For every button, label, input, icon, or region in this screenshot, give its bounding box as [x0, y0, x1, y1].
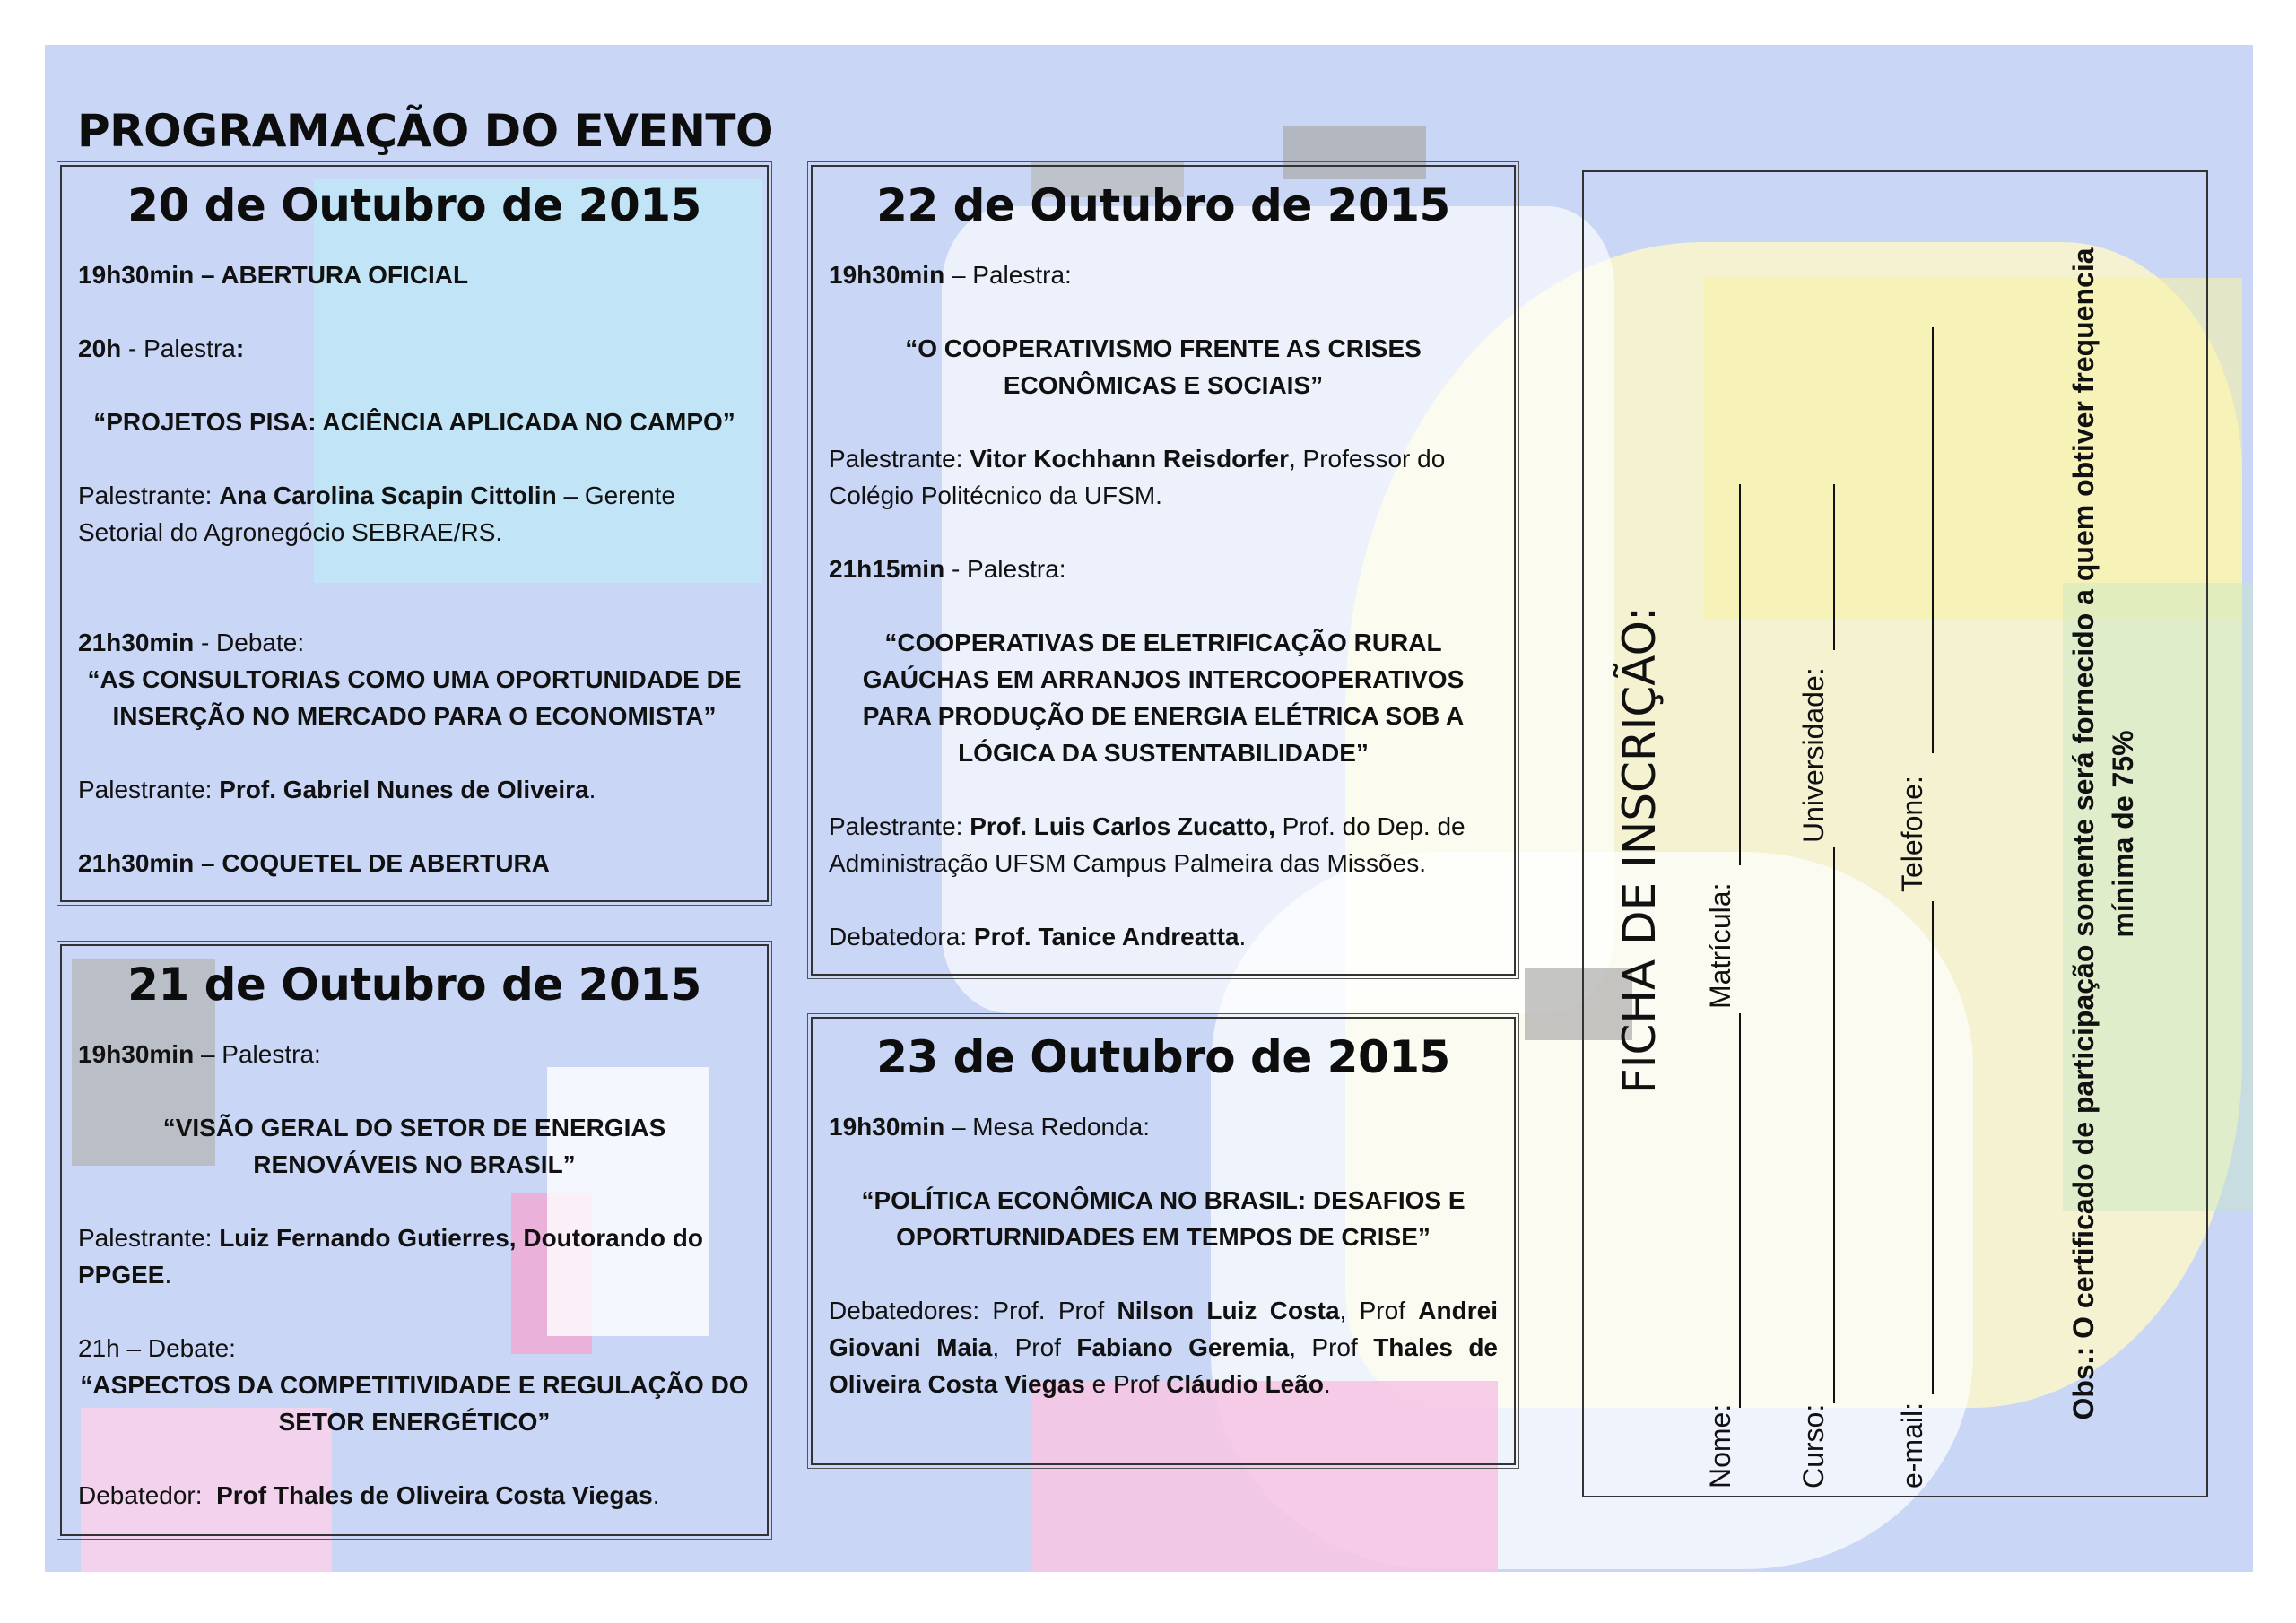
speaker-label: Debatedor:: [78, 1481, 217, 1509]
speaker-name: Prof. Gabriel Nunes de Oliveira: [219, 776, 589, 803]
day-title: 23 de Outubro de 2015: [876, 1031, 1450, 1083]
talk-title: “VISÃO GERAL DO SETOR DE ENERGIAS RENOVÁVEIS NO BRASIL”: [162, 1114, 666, 1178]
separator: , Prof: [1339, 1297, 1419, 1324]
schedule-item: [78, 256, 751, 293]
talk-title: “POLÍTICA ECONÔMICA NO BRASIL: DESAFIOS E OPORTURNIDADES EM TEMPOS DE CRISE”: [861, 1186, 1465, 1251]
email-field[interactable]: [1932, 901, 1934, 1394]
talk-title: “COOPERATIVAS DE ELETRIFICAÇÃO RURAL GAÚCHAS EM ARRANJOS INTERCOOPERATIVOS PARA PRODUÇÃO DE ENERGIA ELÉTRICA SOB A LÓGICA DA SUSTENTABILIDADE”: [862, 629, 1465, 767]
certificate-note: Obs.: O certificado de participação somente será fornecido a quem obtiver frequencia mínima de 75%: [2067, 247, 2139, 1420]
name-label: Nome:: [1704, 1403, 1736, 1488]
speaker-label: Palestrante:: [829, 812, 970, 840]
speaker-name: Vitor Kochhann Reisdorfer: [970, 445, 1289, 473]
university-field[interactable]: [1833, 484, 1835, 650]
speaker-label: Debatedora:: [829, 923, 974, 950]
registration-form: [1582, 170, 2208, 1497]
speaker-name: Prof Thales de Oliveira Costa Viegas: [216, 1481, 653, 1509]
separator: , Prof: [992, 1333, 1077, 1361]
speaker-line: [78, 1219, 751, 1293]
schedule-day-21: [60, 944, 769, 1536]
speaker-name: Prof. Tanice Andreatta: [973, 923, 1239, 950]
punctuation: .: [164, 1261, 172, 1289]
item-type: – Mesa Redonda:: [944, 1113, 1150, 1141]
speaker-line: [78, 771, 751, 808]
punctuation: .: [1239, 923, 1247, 950]
separator: –: [194, 261, 222, 289]
punctuation: .: [652, 1481, 660, 1509]
schedule-item: 21h – Debate:: [78, 1334, 236, 1362]
speaker-name: Fabiano Geremia: [1076, 1333, 1290, 1361]
speaker-role: Prof. do Dep. de Administração UFSM Campus Palmeira das Missões.: [829, 812, 1465, 877]
talk-title: “O COOPERATIVISMO FRENTE AS CRISES ECONÔMICAS E SOCIAIS”: [905, 334, 1422, 399]
schedule-day-23: [811, 1017, 1516, 1465]
talk-title: “ASPECTOS DA COMPETITIVIDADE E REGULAÇÃO DO SETOR ENERGÉTICO”: [80, 1371, 749, 1436]
schedule-day-22: [811, 165, 1516, 976]
speaker-line: [829, 1292, 1498, 1402]
day-title: 21 de Outubro de 2015: [127, 959, 701, 1011]
speaker-role: – Gerente Setorial do Agronegócio SEBRAE/RS.: [78, 482, 675, 546]
speaker-name: Luiz Fernando Gutierres, Doutorando do PPGEE: [78, 1224, 703, 1289]
speaker-line: [829, 440, 1498, 514]
schedule-item: [829, 256, 1498, 293]
colon: :: [235, 334, 245, 362]
time: 19h30min: [78, 1040, 195, 1068]
speaker-label: Palestrante:: [829, 445, 970, 473]
speaker-name: Andrei Giovani Maia: [829, 1297, 1498, 1361]
day-title: 20 de Outubro de 2015: [127, 179, 701, 231]
speaker-name: Nilson Luiz Costa: [1117, 1297, 1340, 1324]
speaker-name: Prof. Luis Carlos Zucatto,: [970, 812, 1275, 840]
time: 19h30min: [829, 261, 945, 289]
form-title: FICHA DE INSCRIÇÃO:: [1613, 606, 1665, 1094]
course-field[interactable]: [1833, 847, 1835, 1403]
item-title: ABERTURA OFICIAL: [221, 261, 469, 289]
item-type: - Palestra: [121, 334, 236, 362]
speaker-role: , Professor do Colégio Politécnico da UFSM.: [829, 445, 1446, 509]
university-label: Universidade:: [1797, 667, 1830, 843]
item-type: - Debate:: [194, 629, 305, 656]
time: 21h15min: [829, 555, 945, 583]
speaker-label: Debatedores: Prof. Prof: [829, 1297, 1118, 1324]
schedule-item: [829, 1108, 1498, 1145]
speaker-line: [829, 918, 1498, 955]
separator: e Prof: [1084, 1370, 1167, 1398]
speaker-label: Palestrante:: [78, 776, 220, 803]
separator: , Prof: [1289, 1333, 1374, 1361]
separator: –: [194, 849, 222, 877]
speaker-label: Palestrante:: [78, 1224, 220, 1252]
phone-label: Telefone:: [1896, 776, 1928, 892]
schedule-item: [78, 845, 751, 881]
name-field[interactable]: [1739, 1013, 1741, 1408]
course-label: Curso:: [1797, 1403, 1830, 1488]
time: 21h30min: [78, 849, 195, 877]
item-type: – Palestra:: [944, 261, 1072, 289]
speaker-line: [78, 1477, 751, 1514]
schedule-item: [829, 551, 1498, 587]
registration-number-field[interactable]: [1739, 484, 1741, 865]
speaker-line: [78, 477, 751, 551]
item-type: – Palestra:: [194, 1040, 321, 1068]
time: 19h30min: [829, 1113, 945, 1141]
punctuation: .: [588, 776, 596, 803]
registration-form-content: [1582, 170, 2208, 1497]
day-title: 22 de Outubro de 2015: [876, 179, 1450, 231]
speaker-name: Cláudio Leão: [1166, 1370, 1324, 1398]
schedule-day-20: [60, 165, 769, 902]
speaker-name: Thales de Oliveira Costa Viegas: [829, 1333, 1498, 1398]
schedule-item: [78, 330, 751, 367]
talk-title: “AS CONSULTORIAS COMO UMA OPORTUNIDADE DE INSERÇÃO NO MERCADO PARA O ECONOMISTA”: [87, 665, 742, 730]
phone-field[interactable]: [1932, 327, 1934, 753]
talk-title: “PROJETOS PISA: ACIÊNCIA APLICADA NO CAMPO”: [93, 408, 735, 436]
email-label: e-mail:: [1896, 1402, 1928, 1488]
speaker-line: [829, 808, 1498, 881]
schedule-item: [78, 624, 751, 661]
time: 19h30min: [78, 261, 195, 289]
time: 20h: [78, 334, 122, 362]
speaker-label: Palestrante:: [78, 482, 220, 509]
punctuation: .: [1323, 1370, 1331, 1398]
time: 21h30min: [78, 629, 195, 656]
item-title: COQUETEL DE ABERTURA: [222, 849, 550, 877]
page-title: PROGRAMAÇÃO DO EVENTO: [77, 105, 774, 157]
registration-number-label: Matrícula:: [1704, 882, 1736, 1009]
schedule-item: [78, 1036, 751, 1072]
speaker-name: Ana Carolina Scapin Cittolin: [219, 482, 557, 509]
item-type: - Palestra:: [944, 555, 1066, 583]
